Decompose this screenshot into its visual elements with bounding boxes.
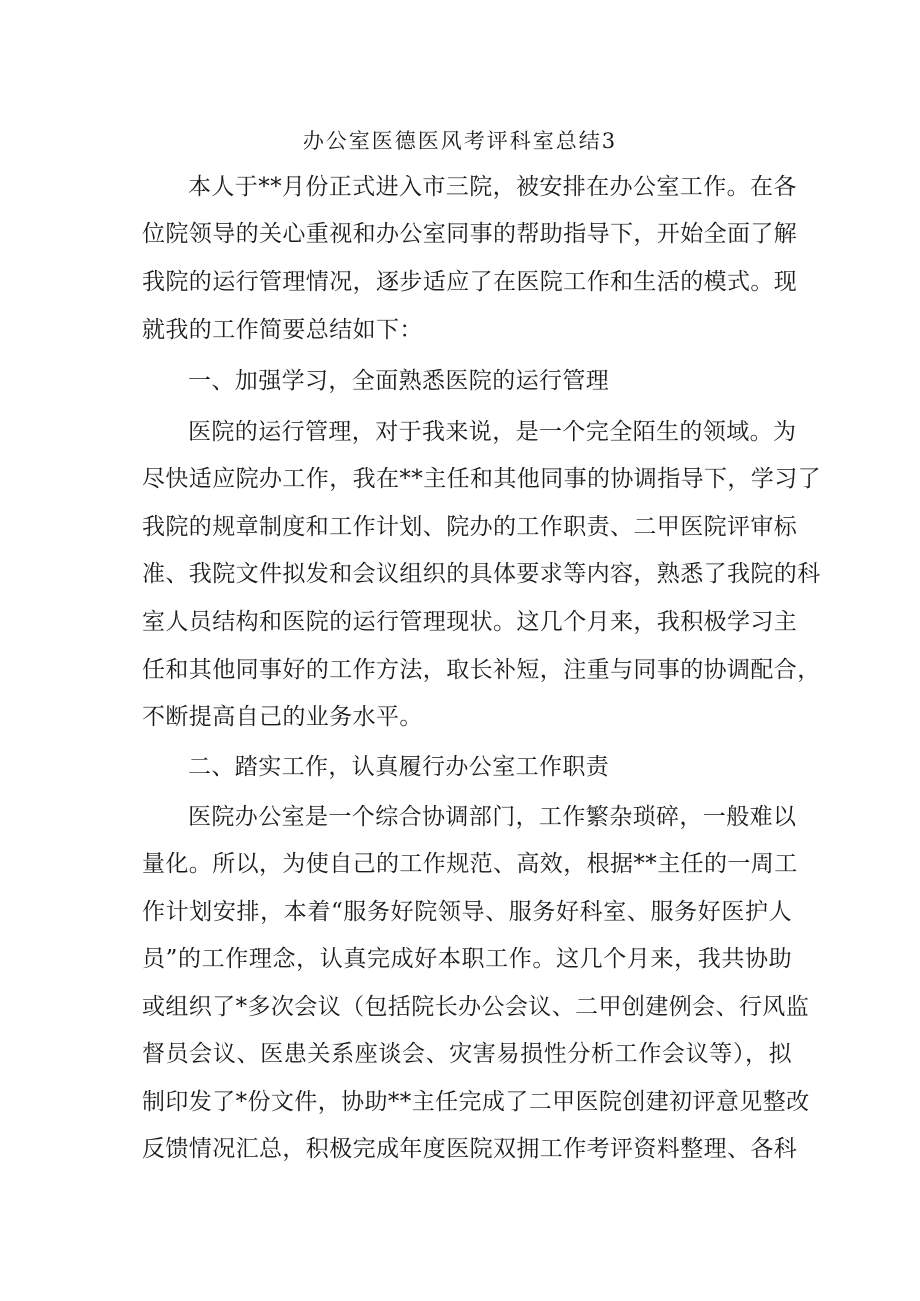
paragraph-line: 尽快适应院办工作，我在**主任和其他同事的协调指导下，学习了: [142, 466, 821, 492]
paragraph-line: 室人员结构和医院的运行管理现状。这几个月来，我积极学习主: [142, 609, 798, 635]
section-heading: 一、加强学习，全面熟悉医院的运行管理: [188, 368, 610, 394]
paragraph-line: 本人于**月份正式进入市三院，被安排在办公室工作。在各: [188, 174, 797, 200]
paragraph-line: 准、我院文件拟发和会议组织的具体要求等内容，熟悉了我院的科: [142, 561, 821, 587]
paragraph-line: 任和其他同事好的工作方法，取长补短，注重与同事的协调配合，: [142, 657, 821, 683]
paragraph-line: 医院办公室是一个综合协调部门，工作繁杂琐碎，一般难以: [188, 804, 797, 830]
paragraph-line: 就我的工作简要总结如下：: [142, 317, 423, 343]
paragraph-line: 位院领导的关心重视和办公室同事的帮助指导下，开始全面了解: [142, 221, 798, 247]
paragraph-line: 作计划安排，本着“服务好院领导、服务好科室、服务好医护人: [142, 899, 792, 925]
paragraph-line: 制印发了*份文件，协助**主任完成了二甲医院创建初评意见整改: [142, 1089, 810, 1115]
paragraph-line: 反馈情况汇总，积极完成年度医院双拥工作考评资料整理、各科: [142, 1136, 798, 1162]
section-heading: 二、踏实工作，认真履行办公室工作职责: [188, 754, 610, 780]
paragraph-line: 我院的运行管理情况，逐步适应了在医院工作和生活的模式。现: [142, 269, 798, 295]
paragraph-line: 我院的规章制度和工作计划、院办的工作职责、二甲医院评审标: [142, 514, 798, 540]
paragraph-line: 督员会议、医患关系座谈会、灾害易损性分析工作会议等），拟: [142, 1041, 792, 1067]
paragraph-line: 不断提高自己的业务水平。: [142, 704, 423, 730]
paragraph-line: 医院的运行管理，对于我来说，是一个完全陌生的领域。为: [188, 419, 797, 445]
paragraph-line: 员”的工作理念，认真完成好本职工作。这几个月来，我共协助: [142, 946, 792, 972]
document-title: 办公室医德医风考评科室总结3: [302, 129, 618, 153]
paragraph-line: 量化。所以，为使自己的工作规范、高效，根据**主任的一周工: [142, 851, 798, 877]
paragraph-line: 或组织了*多次会议（包括院长办公会议、二甲创建例会、行风监: [142, 994, 810, 1020]
